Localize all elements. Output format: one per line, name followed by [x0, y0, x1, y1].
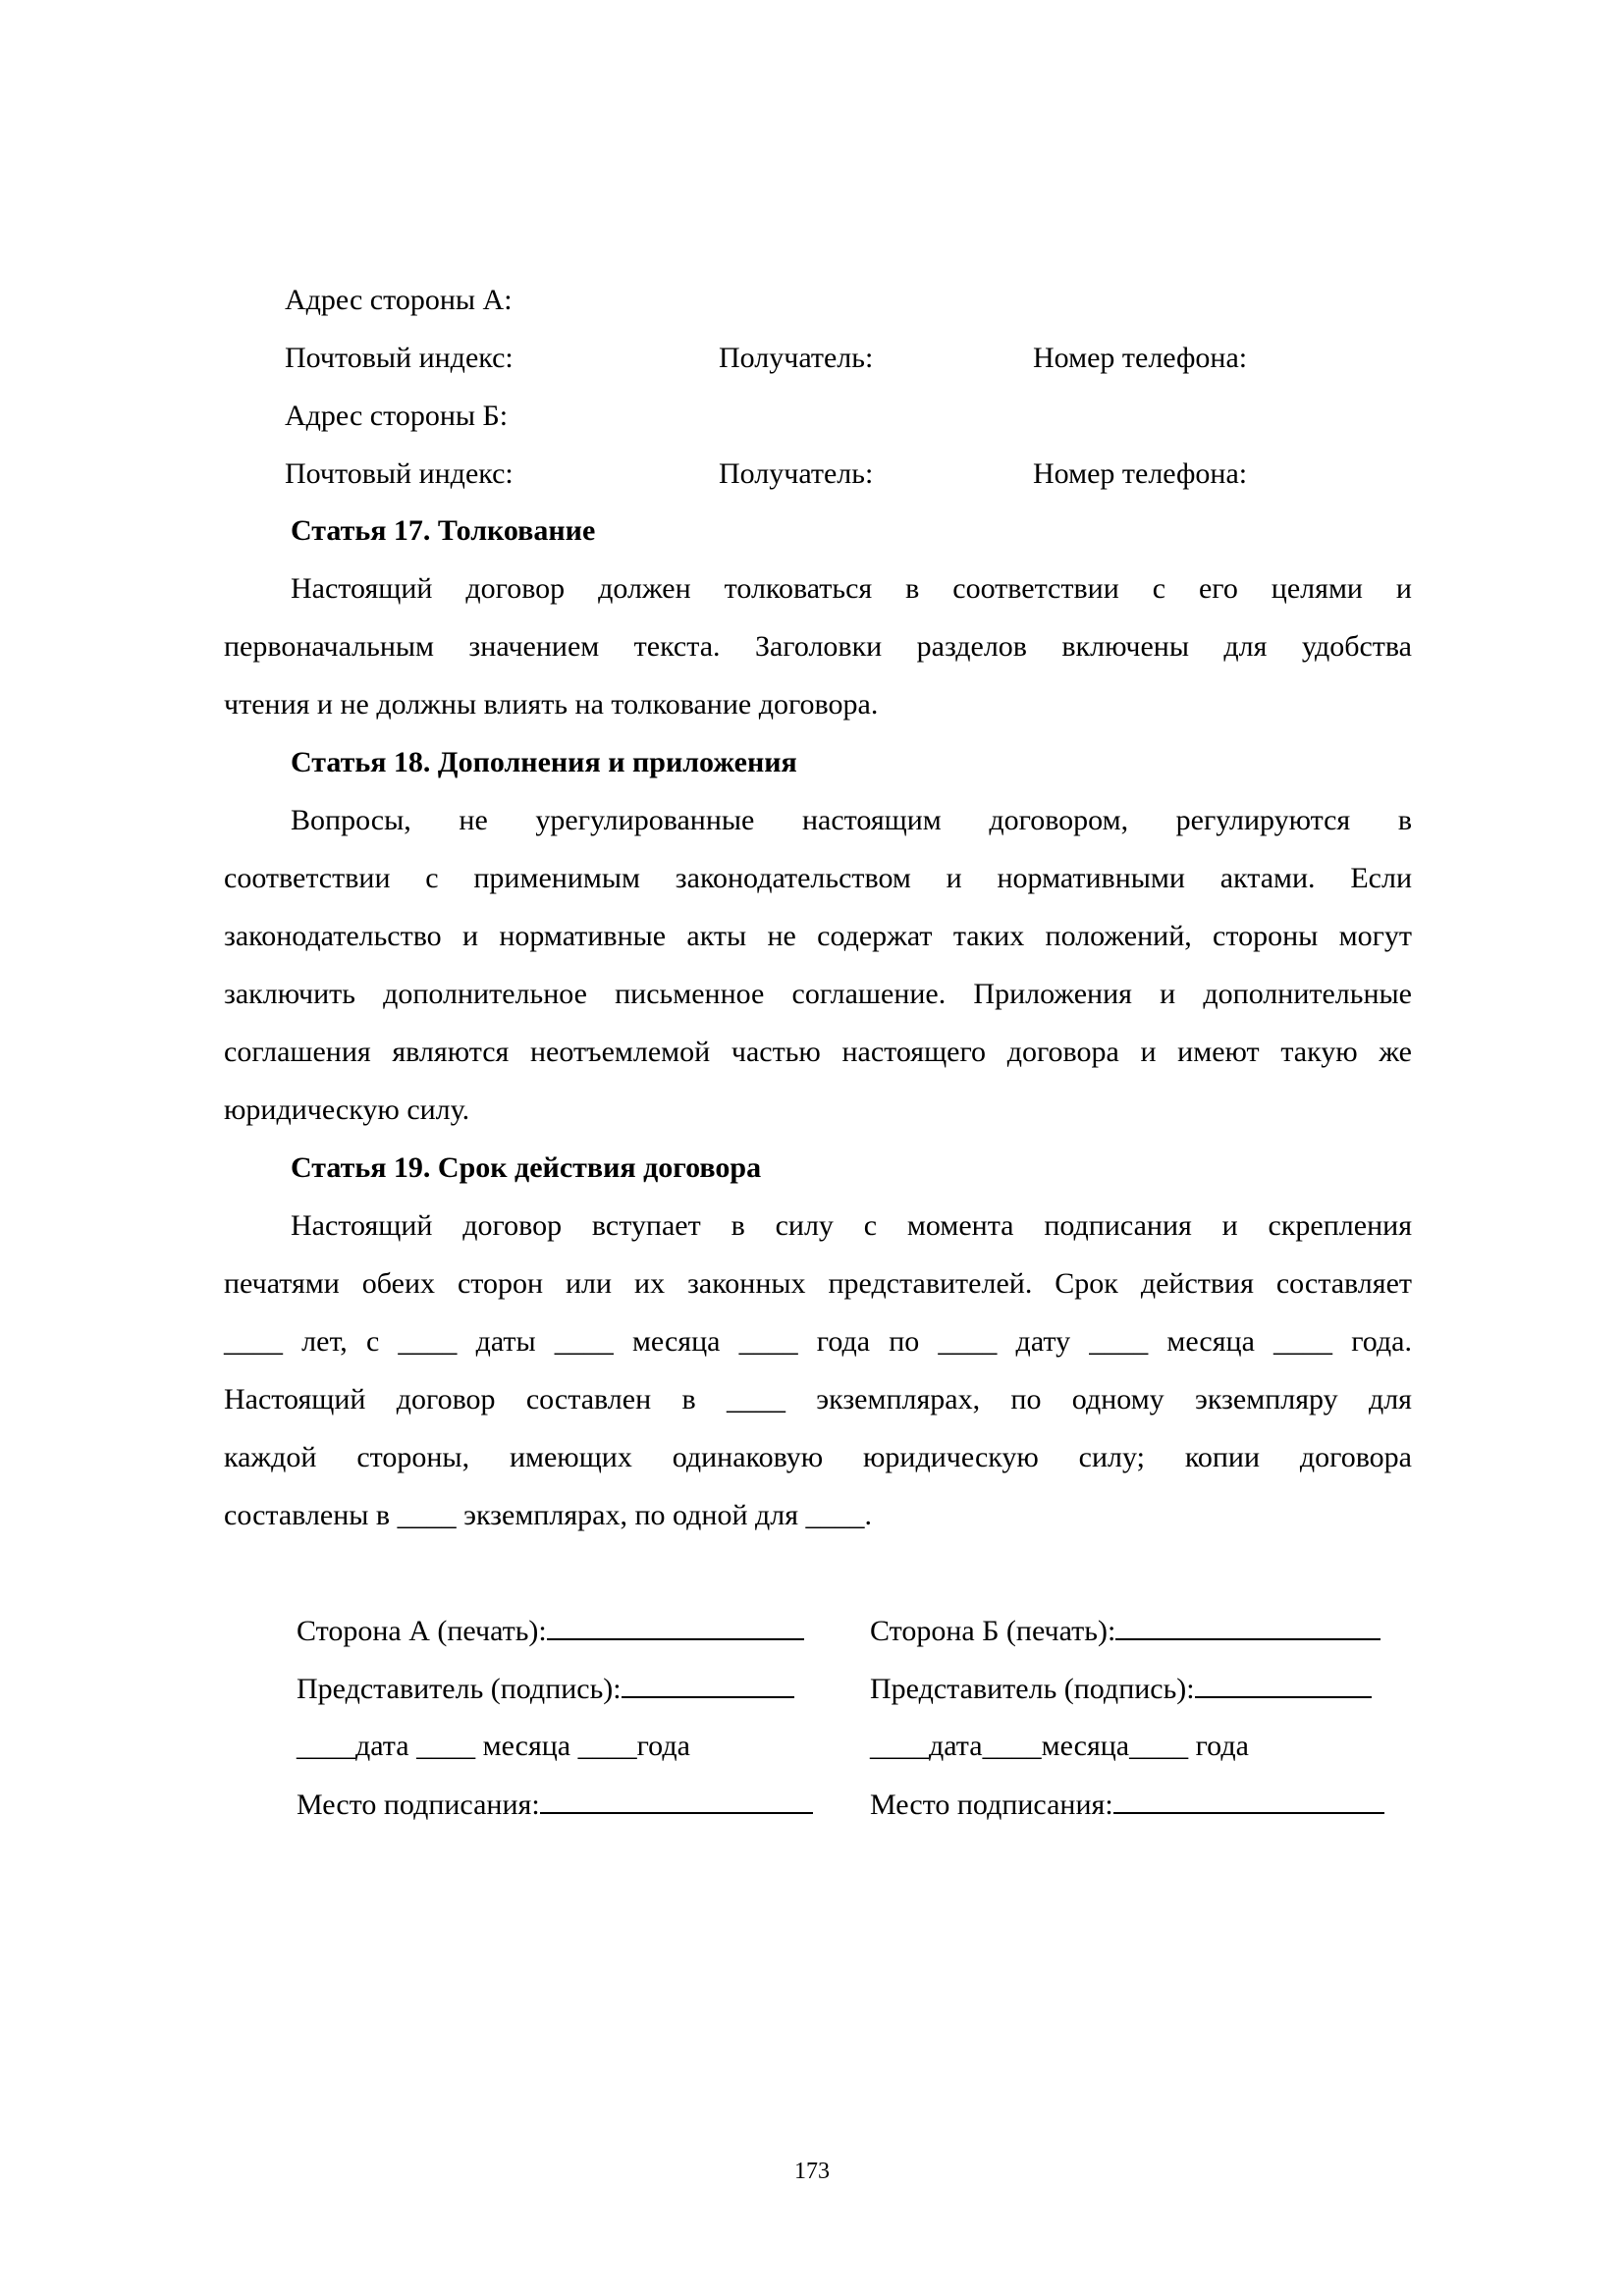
party-b-postal-label: Почтовый индекс: — [285, 457, 514, 490]
party-b-address-label: Адрес стороны Б: — [285, 400, 509, 432]
article-19-line: печатями обеих сторон или их законных представителей. Срок действия составляет — [224, 1267, 1412, 1300]
party-a-seal-label: Сторона А (печать): — [297, 1615, 547, 1647]
party-a-date-line: ____дата ____ месяца ____года — [297, 1730, 690, 1762]
article-17-line: Настоящий договор должен толковаться в соответствии с его целями и — [291, 572, 1412, 605]
party-b-phone-label: Номер телефона: — [1033, 457, 1248, 490]
page-number: 173 — [794, 2159, 830, 2184]
party-b-seal-label: Сторона Б (печать): — [870, 1615, 1116, 1647]
party-a-phone-label: Номер телефона: — [1033, 342, 1248, 374]
article-17-line: первоначальным значением текста. Заголовки разделов включены для удобства — [224, 630, 1412, 663]
party-b-date-line: ____дата____месяца____ года — [870, 1730, 1249, 1762]
party-a-rep-label: Представитель (подпись): — [297, 1673, 622, 1705]
article-17-line: чтения и не должны влиять на толкование договора. — [224, 688, 879, 721]
party-b-recipient-label: Получатель: — [719, 457, 874, 490]
party-b-place-row — [870, 1787, 1384, 1823]
article-19-line: Настоящий договор составлен в ____ экземплярах, по одному экземпляру для — [224, 1383, 1412, 1415]
party-b-rep-label: Представитель (подпись): — [870, 1673, 1195, 1705]
party-a-rep-row — [297, 1671, 794, 1707]
party-a-place-row — [297, 1787, 813, 1823]
article-18-line: соответствии с применимым законодательством и нормативными актами. Если — [224, 862, 1412, 894]
article-17-heading: Статья 17. Толкование — [291, 514, 596, 547]
party-a-place-field[interactable] — [540, 1787, 813, 1814]
party-a-place-label: Место подписания: — [297, 1789, 540, 1821]
article-19-heading: Статья 19. Срок действия договора — [291, 1151, 762, 1184]
party-b-seal-field[interactable] — [1115, 1613, 1380, 1640]
party-b-seal-row — [870, 1613, 1380, 1649]
party-a-postal-label: Почтовый индекс: — [285, 342, 514, 374]
party-a-address-label: Адрес стороны А: — [285, 284, 513, 316]
article-19-line: каждой стороны, имеющих одинаковую юридическую силу; копии договора — [224, 1441, 1412, 1473]
party-b-rep-row — [870, 1671, 1372, 1707]
party-b-signature-field[interactable] — [1195, 1671, 1372, 1698]
article-19-line: ____ лет, с ____ даты ____ месяца ____ года по ____ дату ____ месяца ____ года. — [224, 1325, 1412, 1358]
party-a-seal-field[interactable] — [547, 1613, 804, 1640]
article-18-line: законодательство и нормативные акты не содержат таких положений, стороны могут — [224, 920, 1412, 952]
article-19-line: Настоящий договор вступает в силу с момента подписания и скрепления — [291, 1209, 1412, 1242]
article-18-line: заключить дополнительное письменное соглашение. Приложения и дополнительные — [224, 978, 1412, 1010]
article-18-heading: Статья 18. Дополнения и приложения — [291, 746, 797, 778]
article-18-line: Вопросы, не урегулированные настоящим договором, регулируются в — [291, 804, 1412, 836]
article-18-line: юридическую силу. — [224, 1094, 470, 1126]
party-a-seal-row — [297, 1613, 804, 1649]
article-18-line: соглашения являются неотъемлемой частью настоящего договора и имеют такую же — [224, 1036, 1412, 1068]
party-a-recipient-label: Получатель: — [719, 342, 874, 374]
party-b-place-field[interactable] — [1113, 1787, 1384, 1814]
party-b-place-label: Место подписания: — [870, 1789, 1113, 1821]
party-a-signature-field[interactable] — [622, 1671, 794, 1698]
article-19-line: составлены в ____ экземплярах, по одной для ____. — [224, 1499, 873, 1531]
